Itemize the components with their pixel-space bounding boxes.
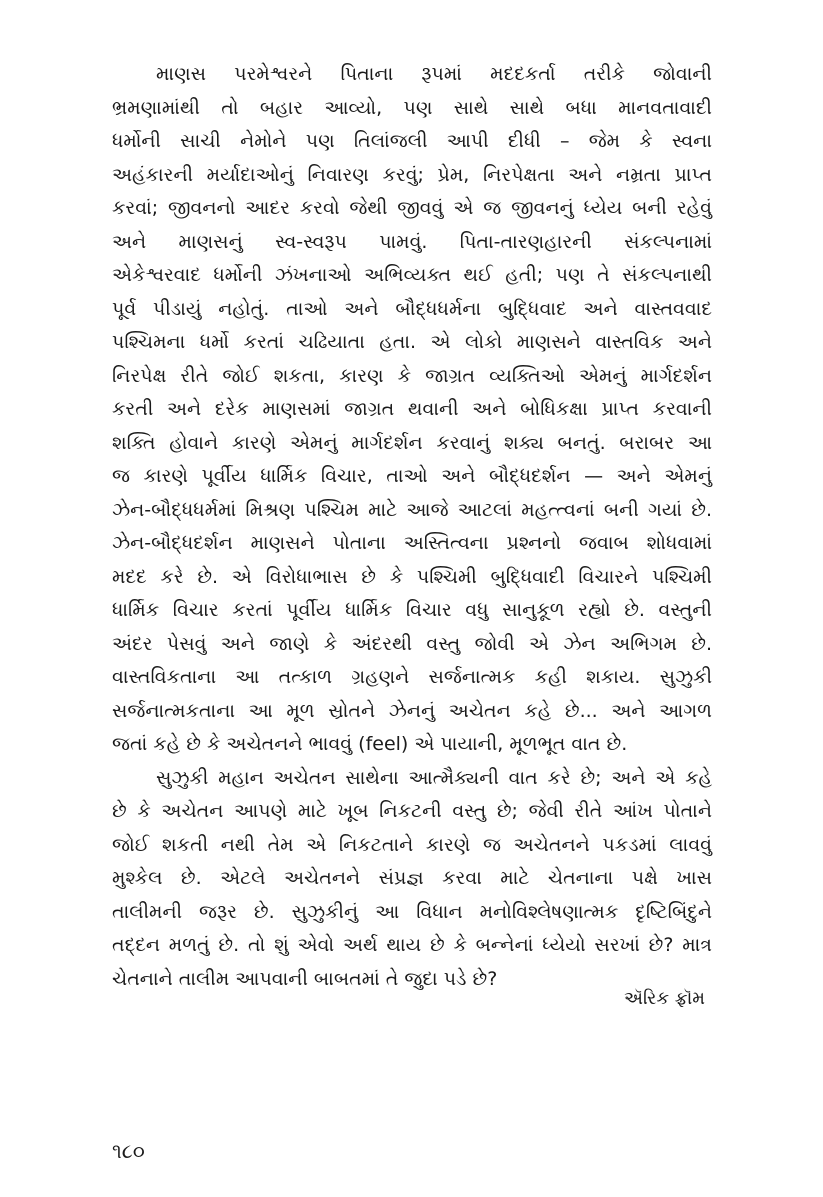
paragraph-line: ભ્રમણામાંથી તો બહાર આવ્યો, પણ સાથે સાથે બધા માનવતાવાદી bbox=[112, 96, 712, 119]
paragraph-line: ઝેન-બૌદ્ધધર્મમાં મિશ્રણ પશ્ચિમ માટે આજે આટલાં મહત્ત્વનાં બની ગયાં છે. bbox=[112, 498, 712, 521]
paragraph-line: કરવાં; જીવનનો આદર કરવો જેથી જીવવું એ જ જીવનનું ધ્યેય બની રહેવું bbox=[112, 197, 712, 219]
paragraph-line: અને માણસનું સ્વ-સ્વરૂપ પામવું. પિતા-તારણહારની સંકલ્પનામાં bbox=[112, 230, 712, 253]
paragraph-line: શક્તિ હોવાને કારણે એમનું માર્ગદર્શન કરવાનું શક્ય બનતું. બરાબર આ bbox=[112, 431, 712, 454]
paragraph-line: સુઝુકી મહાન અચેતન સાથેના આત્મૈક્યની વાત કરે છે; અને એ કહે bbox=[156, 766, 712, 789]
paragraph-line: સર્જનાત્મકતાના આ મૂળ સ્રોતને ઝેનનું અચેતન કહે છે... અને આગળ bbox=[112, 699, 712, 722]
paragraph-line: ઝેન-બૌદ્ધદર્શન માણસને પોતાના અસ્તિત્વના પ્રશ્નનો જવાબ શોધવામાં bbox=[112, 532, 712, 554]
paragraph-line: અહંકારની મર્યાદાઓનું નિવારણ કરવું; પ્રેમ, નિરપેક્ષતા અને નમ્રતા પ્રાપ્ત bbox=[112, 163, 712, 186]
paragraph-line: જ કારણે પૂર્વીય ધાર્મિક વિચાર, તાઓ અને બૌદ્ધદર્શન — અને એમનું bbox=[112, 465, 712, 487]
paragraph-line: ધર્મોની સાચી નેમોને પણ તિલાંજલી આપી દીધી – જેમ કે સ્વના bbox=[112, 130, 712, 152]
paragraph-line: તાલીમની જરૂર છે. સુઝુકીનું આ વિધાન મનોવિશ્લેષણાત્મક દૃષ્ટિબિંદુને bbox=[112, 900, 712, 923]
paragraph-line: જોઈ શકતી નથી તેમ એ નિકટતાને કારણે જ અચેતનને પકડમાં લાવવું bbox=[112, 833, 712, 856]
author-signature: ઍરિક ફ્રૉમ bbox=[624, 988, 705, 1009]
paragraph-line: માણસ પરમેશ્વરને પિતાના રૂપમાં મદદકર્તા તરીકે જોવાની bbox=[156, 63, 712, 85]
paragraph-line: ચેતનાને તાલીમ આપવાની બાબતમાં તે જુદા પડે છે? bbox=[112, 967, 498, 990]
body-text bbox=[112, 58, 712, 996]
paragraph-line: નિરપેક્ષ રીતે જોઈ શકતા, કારણ કે જાગ્રત વ્યક્તિઓ એમનું માર્ગદર્શન bbox=[112, 364, 712, 387]
paragraph-line: પૂર્વ પીડાયું નહોતું. તાઓ અને બૌદ્ધધર્મના બુદ્ધિવાદ અને વાસ્તવવાદ bbox=[112, 297, 712, 320]
paragraph-line: તદ્દન મળતું છે. તો શું એવો અર્થ થાય છે કે બન્નેનાં ધ્યેયો સરખાં છે? માત્ર bbox=[112, 934, 712, 956]
paragraph-line: ધાર્મિક વિચાર કરતાં પૂર્વીય ધાર્મિક વિચાર વધુ સાનુકૂળ રહ્યો છે. વસ્તુની bbox=[112, 599, 712, 621]
paragraph-line: પશ્ચિમના ધર્મો કરતાં ચઢિયાતા હતા. એ લોકો માણસને વાસ્તવિક અને bbox=[112, 331, 712, 353]
paragraph-line: વાસ્તવિકતાના આ તત્કાળ ગ્રહણને સર્જનાત્મક કહી શકાય. સુઝુકી bbox=[112, 666, 712, 688]
paragraph-line: અંદર પેસવું અને જાણે કે અંદરથી વસ્તુ જોવી એ ઝેન અભિગમ છે. bbox=[112, 632, 712, 655]
paragraph-line: એકેશ્વરવાદ ધર્મોની ઝંખનાઓ અભિવ્યક્ત થઈ હતી; પણ તે સંકલ્પનાથી bbox=[112, 264, 712, 286]
paragraph-line: કરતી અને દરેક માણસમાં જાગ્રત થવાની અને બોધિકક્ષા પ્રાપ્ત કરવાની bbox=[112, 398, 712, 420]
paragraph-line: મદદ કરે છે. એ વિરોધાભાસ છે કે પશ્ચિમી બુદ્ધિવાદી વિચારને પશ્ચિમી bbox=[112, 565, 712, 588]
paragraph-line: મુશ્કેલ છે. એટલે અચેતનને સંપ્રજ્ઞ કરવા માટે ચેતનાના પક્ષે ખાસ bbox=[112, 867, 712, 889]
paragraph-line: જતાં કહે છે કે અચેતનને ભાવવું (feel) એ પાયાની, મૂળભૂત વાત છે. bbox=[112, 733, 628, 755]
paragraph-line: છે કે અચેતન આપણે માટે ખૂબ નિકટની વસ્તુ છે; જેવી રીતે આંખ પોતાને bbox=[112, 800, 712, 822]
page-number: ૧૮૦ bbox=[112, 1139, 145, 1163]
